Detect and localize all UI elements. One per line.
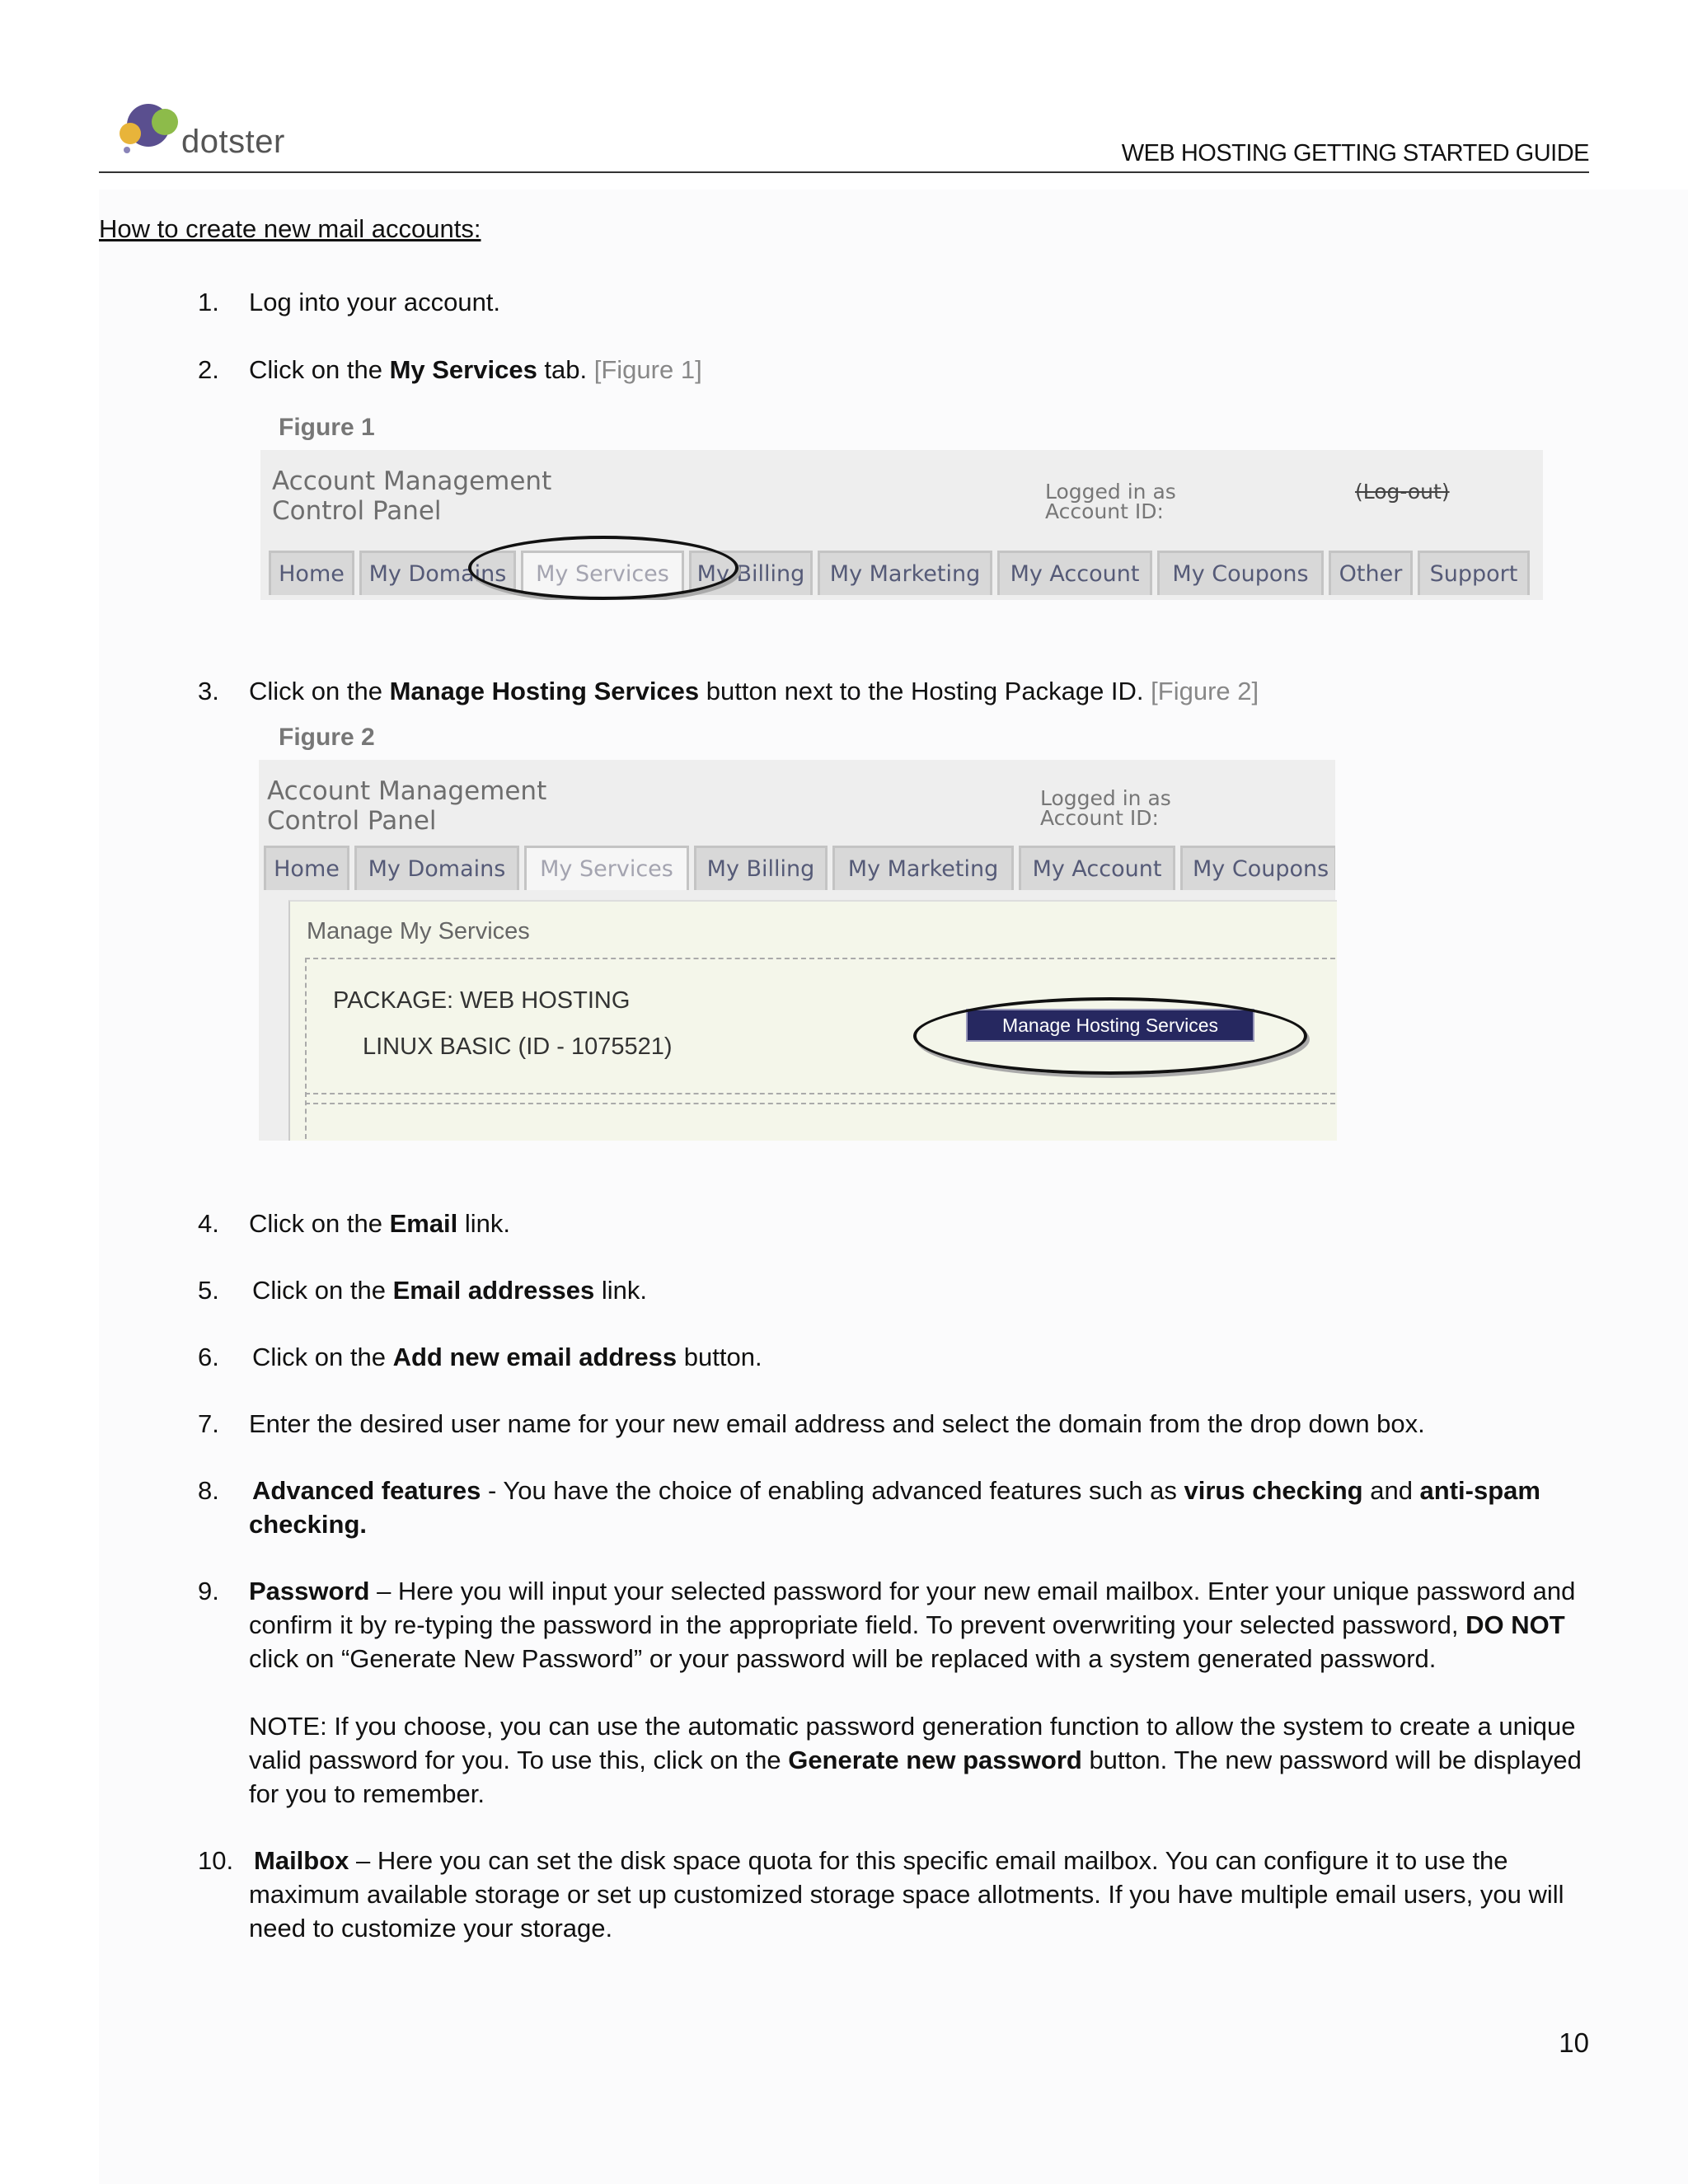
text-run: Click on the <box>249 355 390 384</box>
tab-support[interactable]: Support <box>1418 551 1530 595</box>
bold-text: Password <box>249 1577 370 1605</box>
bold-text: Mailbox <box>254 1846 349 1875</box>
text-run: link. <box>594 1276 648 1305</box>
dashed-border-left <box>305 958 307 1139</box>
text-run: – Here you will input your selected password for your new email mailbox. Enter your unique password and confirm it by re-typing the password in the appropriate field. To prevent overwriting your selected password, <box>249 1577 1576 1639</box>
guide-title: WEB HOSTING GETTING STARTED GUIDE <box>1121 140 1589 166</box>
text-run: – Here you can set the disk space quota for this specific email mailbox. You can configure it to use the maximum available storage or set up customized storage space allotments. If you have multiple email users, you will need to customize your storage. <box>249 1846 1564 1943</box>
bold-text: Add new email address <box>392 1343 678 1371</box>
manage-hosting-services-button[interactable]: Manage Hosting Services <box>966 1009 1254 1042</box>
step-number: 2. <box>198 355 219 384</box>
package-type: PACKAGE: WEB HOSTING <box>333 987 631 1014</box>
package-id: LINUX BASIC (ID - 1075521) <box>363 1033 673 1060</box>
tab-bar <box>264 846 1335 890</box>
tab-home[interactable]: Home <box>269 551 354 595</box>
step-number: 10. <box>198 1846 234 1875</box>
logged-in-label: Logged in as <box>1045 480 1176 504</box>
logged-in-label: Logged in as <box>1040 786 1171 810</box>
panel-title-line2: Control Panel <box>267 806 437 836</box>
bold-text: DO NOT <box>1465 1610 1565 1639</box>
tab-other[interactable]: Other <box>1329 551 1413 595</box>
step-number: 3. <box>198 677 219 705</box>
dotster-logo <box>112 97 302 163</box>
figure-1-screenshot <box>260 450 1543 600</box>
tab-my-billing[interactable]: My Billing <box>694 846 828 890</box>
section-title: How to create new mail accounts: <box>99 214 481 243</box>
text-run: Click on the <box>252 1276 393 1305</box>
text-run: tab. <box>537 355 594 384</box>
step-number: 8. <box>198 1476 219 1505</box>
dashed-divider <box>305 1103 1335 1104</box>
tab-my-domains[interactable]: My Domains <box>359 551 516 595</box>
note-text <box>249 1709 1592 1811</box>
panel-title-line1: Account Management <box>267 776 547 806</box>
bold-text: Email <box>389 1209 458 1238</box>
panel-title-line1: Account Management <box>272 466 552 496</box>
figure-2-label: Figure 2 <box>279 724 375 751</box>
text-run: Click on the <box>252 1343 393 1371</box>
step-text <box>249 353 1592 387</box>
tab-my-marketing[interactable]: My Marketing <box>832 846 1014 890</box>
tab-home[interactable]: Home <box>264 846 349 890</box>
figure-reference: [Figure 1] <box>593 355 702 384</box>
account-id-label: Account ID: <box>1040 806 1159 830</box>
manage-services-title: Manage My Services <box>307 918 530 944</box>
tab-my-coupons[interactable]: My Coupons <box>1157 551 1324 595</box>
text-run: click on “Generate New Password” or your password will be replaced with a system generated password. <box>249 1644 1437 1673</box>
bold-text: virus checking <box>1184 1476 1363 1505</box>
tab-my-services[interactable]: My Services <box>524 846 689 890</box>
tab-my-services[interactable]: My Services <box>521 551 684 595</box>
text-run: Click on the <box>249 677 390 705</box>
dotster-logo-icon <box>112 97 186 163</box>
bold-text: anti-spam checking. <box>249 1476 1540 1539</box>
bold-text: Email addresses <box>392 1276 595 1305</box>
step-number: 6. <box>198 1343 219 1371</box>
step-text <box>249 1207 1592 1240</box>
text-run: and <box>1362 1476 1420 1505</box>
dashed-divider <box>305 1093 1335 1094</box>
tab-my-coupons[interactable]: My Coupons <box>1180 846 1335 890</box>
step-text <box>252 1273 1596 1307</box>
step-text <box>252 1340 1596 1374</box>
step-text <box>249 1474 1592 1541</box>
tab-bar <box>269 551 1530 595</box>
tab-my-domains[interactable]: My Domains <box>354 846 519 890</box>
step-number: 4. <box>198 1209 219 1238</box>
tab-my-marketing[interactable]: My Marketing <box>818 551 992 595</box>
panel-title-line2: Control Panel <box>272 496 442 526</box>
logout-link[interactable]: (Log-out) <box>1355 480 1450 504</box>
step-number: 7. <box>198 1409 219 1438</box>
text-run: button next to the Hosting Package ID. <box>699 677 1151 705</box>
tab-my-account[interactable]: My Account <box>1019 846 1175 890</box>
bold-text: Manage Hosting Services <box>389 677 700 705</box>
text-run: Click on the <box>249 1209 390 1238</box>
text-run: - You have the choice of enabling advanced features such as <box>481 1476 1184 1505</box>
step-number: 5. <box>198 1276 219 1305</box>
page-number: 10 <box>1559 2027 1589 2058</box>
text-run: link. <box>457 1209 511 1238</box>
step-text <box>249 674 1592 708</box>
text-run: button. <box>677 1343 762 1371</box>
bold-text: My Services <box>389 355 537 384</box>
dashed-divider <box>305 958 1335 959</box>
header-divider <box>99 171 1589 173</box>
highlight-circle <box>913 997 1307 1075</box>
step-text: Log into your account. <box>249 288 501 316</box>
highlight-circle <box>468 536 738 600</box>
figure-1-label: Figure 1 <box>279 414 375 441</box>
tab-my-account[interactable]: My Account <box>997 551 1152 595</box>
account-id-label: Account ID: <box>1045 499 1164 523</box>
logo-text: dotster <box>181 124 285 160</box>
step-number: 9. <box>198 1577 219 1605</box>
step-text: Enter the desired user name for your new email address and select the domain from the drop down box. <box>249 1409 1425 1438</box>
bold-text: Generate new password <box>788 1746 1082 1774</box>
step-text <box>249 1574 1592 1675</box>
step-text <box>249 1844 1592 1945</box>
bold-text: Advanced features <box>252 1476 481 1505</box>
tab-my-billing[interactable]: My Billing <box>689 551 813 595</box>
text-run: button. The new password will be displayed for you to remember. <box>249 1746 1582 1808</box>
figure-reference: [Figure 2] <box>1151 677 1259 705</box>
step-number: 1. <box>198 288 219 316</box>
text-run: NOTE: If you choose, you can use the automatic password generation function to allow the system to create a unique valid password for you. To use this, click on the <box>249 1712 1576 1774</box>
